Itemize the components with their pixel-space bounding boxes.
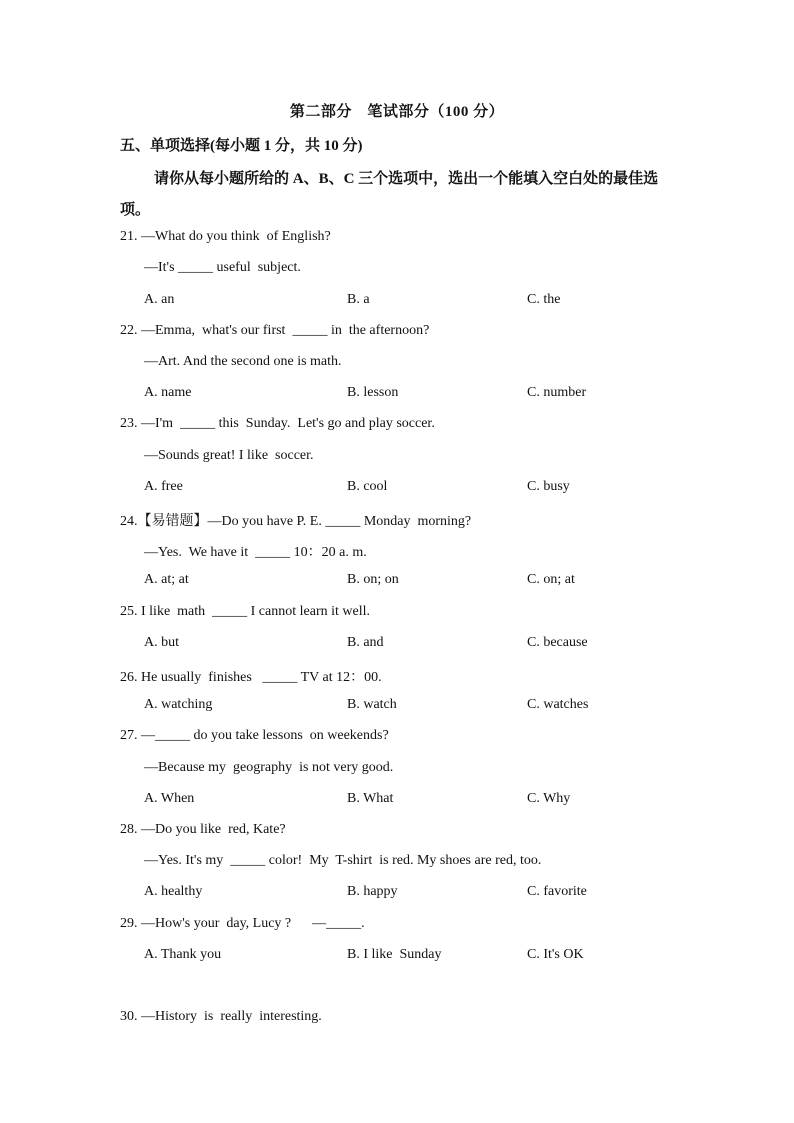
question-22-option-c: C. number [527, 385, 587, 400]
question-30-stem: 30. —History is really interesting. [120, 1009, 322, 1024]
question-23-reply: —Sounds great! I like soccer. [144, 448, 314, 463]
page-title: 第二部分 笔试部分（100 分） [289, 104, 505, 120]
question-23-option-c: C. busy [527, 479, 570, 494]
question-26-option-c: C. watches [527, 697, 589, 712]
question-28-option-b: B. happy [347, 884, 398, 899]
question-29-option-c: C. It's OK [527, 947, 584, 962]
question-21-option-a: A. an [144, 292, 175, 307]
question-26-option-b: B. watch [347, 697, 397, 712]
question-25-option-a: A. but [144, 635, 179, 650]
question-22-stem: 22. —Emma, what's our first _____ in the afternoon? [120, 323, 430, 338]
question-24-option-a: A. at; at [144, 572, 189, 587]
question-22-option-b: B. lesson [347, 385, 399, 400]
question-24-reply: —Yes. We have it _____ 10：20 a. m. [144, 545, 367, 560]
question-27-option-b: B. What [347, 791, 394, 806]
question-25-stem: 25. I like math _____ I cannot learn it well. [120, 604, 370, 619]
question-29-option-b: B. I like Sunday [347, 947, 442, 962]
question-27-option-c: C. Why [527, 791, 571, 806]
question-23-option-a: A. free [144, 479, 183, 494]
question-27-option-a: A. When [144, 791, 195, 806]
question-28-option-a: A. healthy [144, 884, 203, 899]
question-29-option-a: A. Thank you [144, 947, 222, 962]
question-24-option-b: B. on; on [347, 572, 399, 587]
question-25-option-c: C. because [527, 635, 588, 650]
question-28-stem: 28. —Do you like red, Kate? [120, 822, 286, 837]
question-25-option-b: B. and [347, 635, 384, 650]
question-29-stem: 29. —How's your day, Lucy ? —_____. [120, 916, 365, 931]
question-28-reply: —Yes. It's my _____ color! My T-shirt is red. My shoes are red, too. [144, 853, 542, 868]
question-23-stem: 23. —I'm _____ this Sunday. Let's go and play soccer. [120, 416, 435, 431]
question-21-option-c: C. the [527, 292, 561, 307]
question-21-option-b: B. a [347, 292, 370, 307]
question-22-option-a: A. name [144, 385, 192, 400]
question-27-stem: 27. —_____ do you take lessons on weekends? [120, 728, 389, 743]
question-24-option-c: C. on; at [527, 572, 575, 587]
question-27-reply: —Because my geography is not very good. [144, 760, 394, 775]
question-26-stem: 26. He usually finishes _____ TV at 12：00. [120, 670, 382, 685]
question-21-stem: 21. —What do you think of English? [120, 229, 331, 244]
section-heading: 五、单项选择(每小题 1 分，共 10 分) [120, 138, 363, 154]
question-24-stem: 24.【易错题】—Do you have P. E. _____ Monday morning? [120, 514, 472, 529]
question-23-option-b: B. cool [347, 479, 388, 494]
question-22-reply: —Art. And the second one is math. [144, 354, 342, 369]
question-28-option-c: C. favorite [527, 884, 587, 899]
instructions: 请你从每小题所给的 A、B、C 三个选项中，选出一个能填入空白处的最佳选项。 [120, 171, 659, 218]
question-26-option-a: A. watching [144, 697, 213, 712]
question-21-reply: —It's _____ useful subject. [144, 260, 301, 275]
